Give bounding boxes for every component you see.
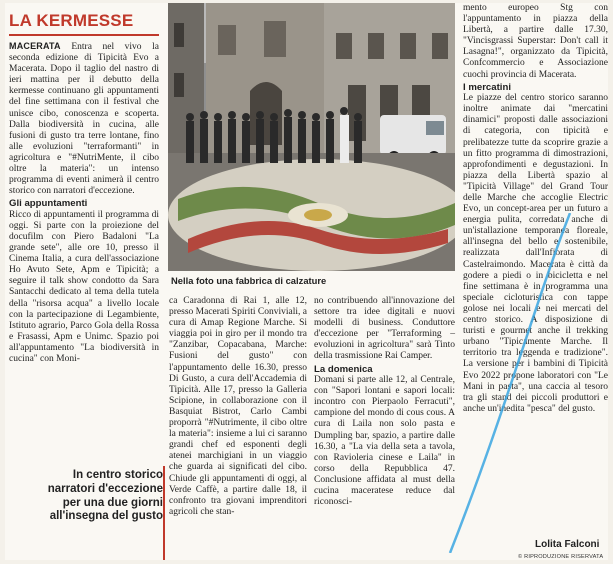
photo-caption: Nella foto una fabbrica di calzature — [171, 275, 327, 286]
body-paragraph-3: no contribuendo all'innovazione del settore tra idee digitali e nuovi modelli di business. Conduttore d'eccezione per "Terraforming – evoluzioni in agricoltura" sarà Tinto della trasmissione Rai Camper. — [314, 296, 455, 362]
highlighter-stroke — [445, 213, 575, 553]
intro-paragraph — [9, 41, 159, 197]
body-paragraph-1: Ricco di appuntamenti il programma di oggi. Si parte con la proiezione del docufilm con Piero Badaloni "La grande sete", alle ore 10, presso il Cinema Italia, a cura dell'associazione Ho Avuto Sete, Apm e Tipicità; a seguire il talk show condotto da Sara Santacchi dedicato al tema della tutela della "risorsa acqua" a livello locale con la partecipazione di Legambiente, Istituto agrario, Parco Gola della Rossa e Frasassi, Apm e Unimc. Spazio poi all'appuntamento "La biodiversità in cucina" con Moni- — [9, 209, 159, 365]
photo-illustration — [168, 3, 455, 271]
intro-text: Entra nel vivo la seconda edizione di Tipicità Evo a Macerata. Dopo il taglio del nastro di ieri mattina per il debutto della kermesse continuano gli appuntamenti del fine settimana con il festival che unisce cibo, conoscenza e scoperta. Dalla biodiversità in cucina, alle fusioni di gusto tra terre lontane, fino alle evoluzioni "terraformanti" in agricoltura e "#NutriMente, il cibo oltre la materia": un intenso programma di eventi animerà il centro storico con narratori d'eccezione. — [9, 42, 159, 197]
byline: Lolita Falconi — [535, 539, 600, 550]
article-column-3 — [314, 296, 455, 558]
section-title: LA KERMESSE — [9, 11, 134, 30]
newspaper-page — [5, 3, 608, 560]
section-rule — [9, 34, 159, 36]
body-paragraph-2: ca Caradonna di Rai 1, alle 12, presso Macerati Spiriti Conviviali, a cura di Amap Regione Marche. Si viaggia poi in giro per il mondo tra "Zanzibar, Copacabana, Marche: Fusioni del gusto" con l'appuntamento delle 16.30, presso Di Gusto, a cura dell'Accademia di Tipicità. Alle 17, presso la Galleria Scipione, in collaborazione con il Basquiat Bistrot, Carlo Cambi proporrà "#Nutrimente, il cibo oltre la materia": insieme a lui ci saranno grandi chef ed esponenti degli atenei marchigiani in un viaggio che guarda ai significati del cibo. Chiude gli appuntamenti di oggi, al Verde Caffè, a partire dalle 18, il confronto tra giovani imprenditori agricoli che stan- — [169, 296, 307, 517]
copyright-notice: © RIPRODUZIONE RISERVATA — [518, 554, 604, 560]
dateline: MACERATA — [9, 41, 61, 51]
pull-quote-rule — [163, 466, 165, 560]
article-column-2 — [169, 296, 307, 558]
article-photo — [168, 3, 455, 271]
article-column-1 — [9, 41, 159, 461]
body-paragraph-5: mento europeo Stg con l'appuntamento in piazza della Libertà, a partire dalle 17.30, "Vincisgrassi Superstar: Don't call it Lasagna!", organizzato da Tipicità, Confcommercio e Associazione cuochi provincia di Macerata. — [463, 3, 608, 80]
pull-quote: In centro storico narratori d'eccezione per una due giorni all'insegna del gusto — [47, 469, 163, 523]
body-paragraph-6: Le piazze del centro storico saranno inoltre animate dai "mercatini dinamici" proposti dalle associazioni di categoria, con tipicità e prelibatezze tutte da scoprire grazie a un fitto programma di dimostrazioni, approfondimenti e degustazioni. In piazza della Libertà spazio al "Tipicità Village" del Grand Tour delle Marche che accoglie Electric Evo, un concept-area per un futuro a energia pulita, corredata anche di un'istallazione temporanea floreale, all'insegna del bello e sostenibile, realizzata dall'Infiorata di Castelraimondo. Macerata è città da godere a piedi o in bicicletta e nel fine settimana è in programma una speciale cicloturistica con tappe golose nei locali e nei mercati del centro storico. A disposizione di turisti e gourmet anche il trekking urbano "Tipicamente Marche. Il territorio tra leggenda e tradizione". La versione per i bambini di Tipicità Evo 2022 propone laboratori con "Le Mani in pasta", una caccia al tesoro tra gli stand dei piccoli produttori e anche un'inedita "pesca" del gusto. — [463, 93, 608, 414]
subhead-mercatini: I mercatini — [463, 81, 511, 93]
subhead-appuntamenti: Gli appuntamenti — [9, 198, 88, 210]
body-paragraph-4: Domani si parte alle 12, al Centrale, con "Sapori lontani e sapori locali: incontro con Pierpaolo Ferracuti", campione del mondo di cous cous. A cura di Laila non solo pasta e Dumpling bar, spazio, a partire dalle 16.30, a "La via della seta a tavola, con Ravioleria cinese e Laila" in corso della Repubblica 47. Conclusione affidata al must della cucina maceratese reduce dal riconosci- — [314, 375, 455, 508]
subhead-domenica: La domenica — [314, 363, 373, 375]
